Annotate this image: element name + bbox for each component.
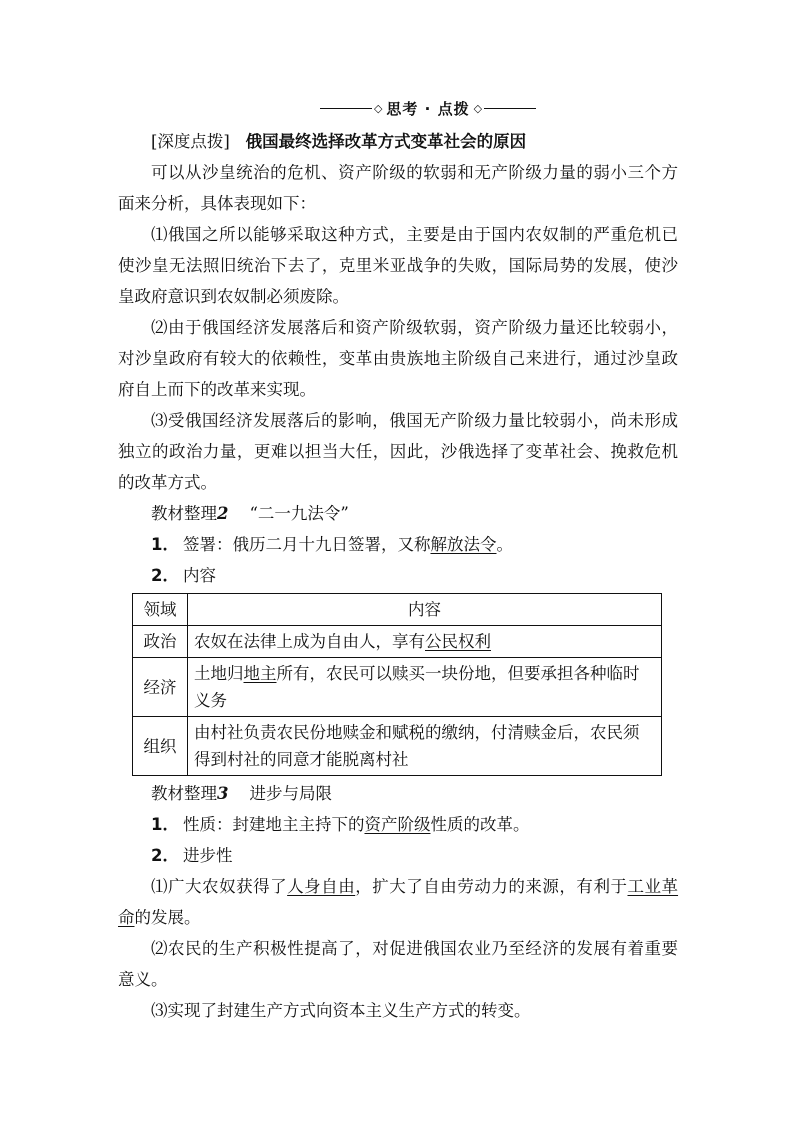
item-number: 2． [151, 846, 179, 865]
table-cell-content [188, 626, 662, 658]
underlined-answer: 工业革命 [118, 877, 679, 927]
item-text: 进步性 [182, 846, 233, 865]
table-header-content: 内容 [188, 594, 662, 626]
item-text-end: 性质的改革。 [430, 815, 530, 834]
item-number: 1． [151, 535, 179, 554]
table-cell-content: 由村社负责农民份地赎金和赋税的缴纳，付清赎金后，农民须得到村社的同意才能脱离村社 [188, 717, 662, 776]
item-number: 2． [151, 566, 179, 585]
section2-number: 2 [217, 504, 229, 523]
table-cell-content [188, 658, 662, 717]
deep-title: 俄国最终选择改革方式变革社会的原因 [245, 132, 527, 151]
table-header-row [133, 594, 662, 626]
cell-text-end: 所有，农民可以赎买一块份地，但要承担各种临时义务 [194, 664, 640, 710]
section2-title: “二一九法令” [249, 504, 349, 523]
progress-point-3: ⑶实现了封建生产方式向资本主义生产方式的转变。 [151, 1001, 531, 1020]
deep-tag: [深度点拨] [151, 132, 230, 151]
deep-point-3: ⑶受俄国经济发展落后的影响，俄国无产阶级力量比较弱小，尚未形成独立的政治力量，更难以担当大任，因此，沙俄选择了变革社会、挽救危机的改革方式。 [118, 411, 678, 492]
section3-label: 教材整理 [151, 784, 217, 803]
document-page [118, 96, 678, 1026]
underlined-answer: 人身自由 [287, 877, 356, 896]
item-text: 内容 [182, 566, 216, 585]
point-text-end: 的发展。 [134, 908, 201, 927]
cell-text: 农奴在法律上成为自由人，享有 [194, 632, 425, 651]
table-row [133, 658, 662, 717]
header-rule-left [320, 108, 372, 109]
deep-heading [118, 126, 678, 157]
point-text-mid: ，扩大了自由劳动力的来源，有利于 [355, 877, 628, 896]
point-text: ⑴广大农奴获得了 [151, 877, 288, 896]
progress-point-1 [118, 871, 678, 933]
table-cell-field: 组织 [133, 717, 188, 776]
table-row [133, 626, 662, 658]
table-header-field: 领域 [133, 594, 188, 626]
underlined-answer: 解放法令 [430, 535, 497, 554]
diamond-left-icon: ◇ [373, 101, 383, 115]
underlined-answer: 资产阶级 [364, 815, 431, 834]
section-header [178, 96, 678, 120]
section2-item-2 [118, 560, 678, 591]
item-number: 1． [151, 815, 179, 834]
section3-heading [118, 778, 678, 809]
section3-item-1 [118, 809, 678, 840]
deep-point-2: ⑵由于俄国经济发展落后和资产阶级软弱，资产阶级力量还比较弱小，对沙皇政府有较大的依赖性，变革由贵族地主阶级自己来进行，通过沙皇政府自上而下的改革来实现。 [118, 318, 678, 399]
content-table [132, 593, 662, 776]
cell-text: 土地归 [194, 664, 244, 683]
section2-heading [118, 498, 678, 529]
table-cell-field: 经济 [133, 658, 188, 717]
section3-title: 进步与局限 [249, 784, 332, 803]
item-text: 签署：俄历二月十九日签署，又称 [182, 535, 431, 554]
item-text-end: 。 [496, 535, 513, 554]
section2-label: 教材整理 [151, 504, 217, 523]
underlined-answer: 公民权利 [425, 632, 491, 651]
progress-point-2: ⑵农民的生产积极性提高了，对促进俄国农业乃至经济的发展有着重要意义。 [118, 939, 678, 989]
section3-item-2 [118, 840, 678, 871]
item-text: 性质：封建地主主持下的 [182, 815, 365, 834]
diamond-right-icon: ◇ [473, 101, 483, 115]
header-rule-right [484, 108, 536, 109]
deep-point-1: ⑴俄国之所以能够采取这种方式，主要是由于国内农奴制的严重危机已使沙皇无法照旧统治下去了，克里米亚战争的失败，国际局势的发展，使沙皇政府意识到农奴制必须废除。 [118, 225, 678, 306]
table-cell-field: 政治 [133, 626, 188, 658]
underlined-answer: 地主 [243, 664, 277, 683]
deep-intro: 可以从沙皇统治的危机、资产阶级的软弱和无产阶级力量的弱小三个方面来分析，具体表现如下： [118, 163, 678, 213]
table-row [133, 717, 662, 776]
section-title: 思考 · 点拨 [386, 99, 470, 118]
section2-item-1 [118, 529, 678, 560]
section3-number: 3 [217, 784, 229, 803]
